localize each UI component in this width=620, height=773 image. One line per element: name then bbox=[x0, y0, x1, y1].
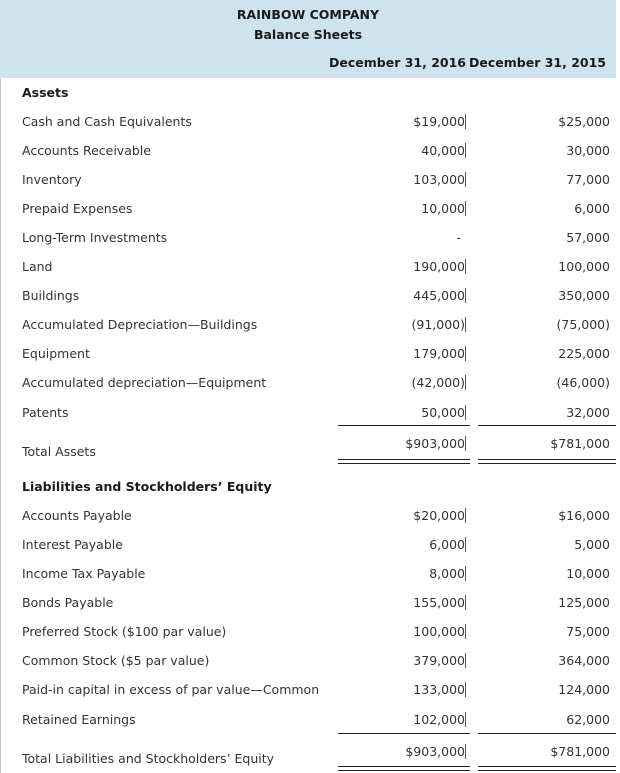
row-label: Paid-in capital in excess of par value—Common bbox=[22, 682, 320, 697]
value-2015: 75,000 bbox=[566, 624, 610, 639]
assets-heading-row bbox=[0, 85, 616, 105]
table-row bbox=[0, 595, 616, 615]
row-label: Accounts Receivable bbox=[22, 143, 151, 158]
value-2015: 225,000 bbox=[558, 346, 610, 361]
subtotal-rule bbox=[338, 425, 470, 426]
value-2016: 102,000 bbox=[413, 712, 465, 727]
row-label: Common Stock ($5 par value) bbox=[22, 653, 210, 668]
row-label: Cash and Cash Equivalents bbox=[22, 114, 192, 129]
table-row bbox=[0, 114, 616, 134]
row-label: Land bbox=[22, 259, 53, 274]
value-2015: (46,000) bbox=[556, 375, 610, 390]
statement-title: Balance Sheets bbox=[253, 27, 363, 42]
row-label: Accounts Payable bbox=[22, 508, 132, 523]
value-2016: $19,000 bbox=[413, 114, 465, 129]
table-row bbox=[0, 653, 616, 673]
value-2016: 190,000 bbox=[413, 259, 465, 274]
table-row bbox=[0, 201, 616, 221]
value-2015: 62,000 bbox=[566, 712, 610, 727]
section-heading: Assets bbox=[22, 85, 69, 100]
table-row bbox=[0, 143, 616, 163]
double-rule bbox=[478, 766, 616, 767]
value-2016: 445,000 bbox=[413, 288, 465, 303]
table-row bbox=[0, 537, 616, 557]
value-2016: $20,000 bbox=[413, 508, 465, 523]
value-2015: 100,000 bbox=[558, 259, 610, 274]
total-liabilities-label-row bbox=[0, 751, 616, 771]
subtotal-rule bbox=[338, 733, 470, 734]
value-2016: 8,000 bbox=[429, 566, 465, 581]
double-rule bbox=[338, 766, 470, 767]
total-value-2015: $781,000 bbox=[550, 744, 610, 759]
row-label: Buildings bbox=[22, 288, 80, 303]
row-label: Patents bbox=[22, 405, 69, 420]
value-2015: 364,000 bbox=[558, 653, 610, 668]
value-2015: 77,000 bbox=[566, 172, 610, 187]
table-row bbox=[0, 317, 616, 337]
value-2015: $16,000 bbox=[558, 508, 610, 523]
row-label: Prepaid Expenses bbox=[22, 201, 133, 216]
double-rule bbox=[338, 459, 470, 460]
row-label: Long-Term Investments bbox=[22, 230, 168, 245]
value-2015: 10,000 bbox=[566, 566, 610, 581]
value-2015: 124,000 bbox=[558, 682, 610, 697]
total-assets-label-row bbox=[0, 444, 616, 464]
value-2016: 10,000 bbox=[421, 201, 465, 216]
row-label: Interest Payable bbox=[22, 537, 123, 552]
value-2016: 155,000 bbox=[413, 595, 465, 610]
value-2015: 6,000 bbox=[574, 201, 610, 216]
table-row bbox=[0, 712, 616, 732]
total-label: Total Liabilities and Stockholders’ Equity bbox=[22, 751, 275, 766]
value-2015: 5,000 bbox=[574, 537, 610, 552]
table-header bbox=[0, 0, 616, 78]
value-2016: 100,000 bbox=[413, 624, 465, 639]
table-row bbox=[0, 566, 616, 586]
value-2016: 40,000 bbox=[421, 143, 465, 158]
table-row bbox=[0, 172, 616, 192]
value-2016: (91,000) bbox=[411, 317, 465, 332]
value-2015: 32,000 bbox=[566, 405, 610, 420]
table-row bbox=[0, 259, 616, 279]
table-row bbox=[0, 346, 616, 366]
section-heading: Liabilities and Stockholders’ Equity bbox=[22, 479, 272, 494]
value-2015: 57,000 bbox=[566, 230, 610, 245]
row-label: Accumulated Depreciation—Buildings bbox=[22, 317, 258, 332]
total-label: Total Assets bbox=[22, 444, 96, 459]
liabilities-heading-row bbox=[0, 479, 616, 499]
total-value-2015: $781,000 bbox=[550, 436, 610, 451]
row-label: Income Tax Payable bbox=[22, 566, 146, 581]
value-2015: 30,000 bbox=[566, 143, 610, 158]
total-value-2016: $903,000 bbox=[405, 744, 465, 759]
value-2015: 125,000 bbox=[558, 595, 610, 610]
table-row bbox=[0, 624, 616, 644]
double-rule bbox=[338, 770, 470, 771]
row-label: Retained Earnings bbox=[22, 712, 136, 727]
table-row bbox=[0, 375, 616, 395]
value-2015: $25,000 bbox=[558, 114, 610, 129]
table-row bbox=[0, 682, 616, 702]
value-2016: 103,000 bbox=[413, 172, 465, 187]
value-2015: 350,000 bbox=[558, 288, 610, 303]
total-value-2016: $903,000 bbox=[405, 436, 465, 451]
value-2016: 50,000 bbox=[421, 405, 465, 420]
company-name: RAINBOW COMPANY bbox=[236, 7, 380, 22]
value-2016: 379,000 bbox=[413, 653, 465, 668]
table-row bbox=[0, 288, 616, 308]
row-label: Inventory bbox=[22, 172, 82, 187]
column-header-2016: December 31, 2016 bbox=[329, 55, 466, 70]
row-label: Bonds Payable bbox=[22, 595, 114, 610]
value-2016: (42,000) bbox=[411, 375, 465, 390]
double-rule bbox=[478, 459, 616, 460]
row-label: Preferred Stock ($100 par value) bbox=[22, 624, 227, 639]
double-rule bbox=[478, 463, 616, 464]
double-rule bbox=[478, 770, 616, 771]
row-label: Accumulated depreciation—Equipment bbox=[22, 375, 267, 390]
value-2016: 133,000 bbox=[413, 682, 465, 697]
row-label: Equipment bbox=[22, 346, 90, 361]
table-row bbox=[0, 230, 616, 250]
subtotal-rule bbox=[478, 425, 616, 426]
value-2016: 6,000 bbox=[429, 537, 465, 552]
double-rule bbox=[338, 463, 470, 464]
table-row bbox=[0, 508, 616, 528]
subtotal-rule bbox=[478, 733, 616, 734]
column-header-2015: December 31, 2015 bbox=[469, 55, 606, 70]
value-2015: (75,000) bbox=[556, 317, 610, 332]
table-row bbox=[0, 405, 616, 425]
value-2016: 179,000 bbox=[413, 346, 465, 361]
value-2016: - bbox=[456, 230, 461, 245]
